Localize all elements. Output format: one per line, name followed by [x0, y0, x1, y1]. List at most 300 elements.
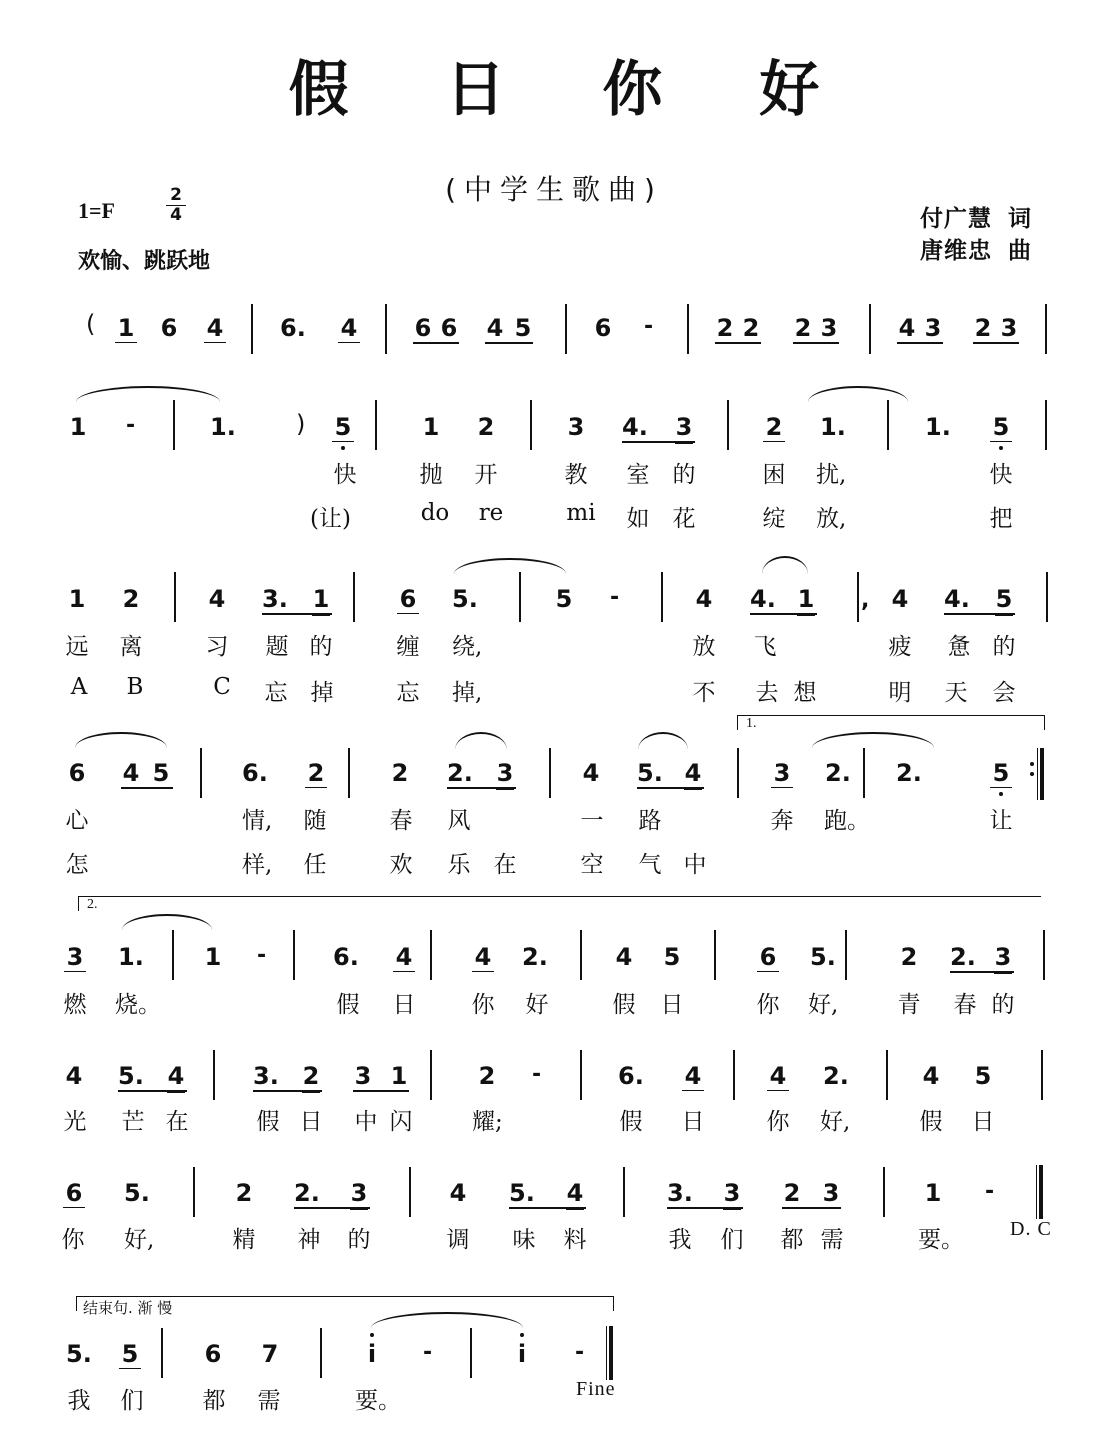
barline — [213, 1050, 215, 1100]
beam — [262, 613, 332, 615]
note: 6 — [414, 314, 432, 342]
barline — [161, 1328, 163, 1378]
lyric: 神 — [297, 1227, 321, 1253]
lyric: 远 — [65, 634, 89, 660]
lyric: 气 — [638, 852, 662, 878]
barline — [320, 1328, 322, 1378]
barline — [430, 930, 432, 980]
barline — [430, 1050, 432, 1100]
note: 4 — [922, 1062, 940, 1090]
time-denominator: 4 — [170, 205, 182, 225]
lyric: 放, — [816, 506, 847, 532]
barline — [173, 400, 175, 450]
lyric: 在 — [165, 1109, 189, 1135]
lyric: 让 — [989, 808, 1013, 834]
barline — [580, 930, 582, 980]
note: 2 — [763, 413, 785, 442]
note: 7 — [261, 1340, 279, 1368]
note: 4 — [767, 1062, 789, 1091]
barline — [519, 572, 521, 622]
lyric: (让) — [310, 506, 351, 532]
note: 3 — [822, 1179, 840, 1207]
barline — [375, 400, 377, 450]
lyric: 春 — [953, 992, 977, 1018]
note: 3 — [721, 1179, 743, 1208]
note: 2. — [825, 759, 851, 787]
note: 3. — [262, 585, 288, 613]
note: 5 — [993, 585, 1015, 614]
note: 5 — [555, 585, 573, 613]
lyric: 离 — [119, 634, 143, 660]
note: 2 — [477, 413, 495, 441]
beam — [667, 1207, 743, 1209]
barline — [623, 1167, 625, 1217]
tie — [808, 386, 908, 402]
barline — [863, 748, 865, 798]
note: 2. — [950, 943, 976, 971]
note: 1 — [310, 585, 332, 614]
lyric: 我 — [67, 1388, 91, 1414]
barline — [733, 1050, 735, 1100]
beam — [353, 1090, 409, 1092]
high-octave-dot — [520, 1333, 524, 1337]
note: 6 — [160, 314, 178, 342]
note: 2 — [300, 1062, 322, 1091]
note: 3 — [673, 413, 695, 442]
barline — [353, 572, 355, 622]
lyric: 好, — [124, 1227, 155, 1253]
note: 4 — [615, 943, 633, 971]
note: 2. — [896, 759, 922, 787]
lyric: 好 — [525, 992, 549, 1018]
lyric: 惫 — [947, 634, 971, 660]
sustain-dash: - — [532, 1062, 542, 1087]
beam — [750, 613, 817, 615]
note: 2 — [122, 585, 140, 613]
lyric: 风 — [447, 808, 471, 834]
lyric: 奔 — [770, 808, 794, 834]
note: 4. — [944, 585, 970, 613]
key-signature: 1=F — [78, 198, 115, 223]
lyric: 日 — [660, 992, 684, 1018]
barline — [857, 572, 859, 622]
lyric: 假 — [336, 992, 360, 1018]
lyric: 日 — [392, 992, 416, 1018]
lyric: 的 — [991, 992, 1015, 1018]
note: 4 — [122, 759, 140, 787]
note: i — [517, 1340, 527, 1368]
lyric: 假 — [612, 992, 636, 1018]
barline — [193, 1167, 195, 1217]
note: 4 — [564, 1179, 586, 1208]
barline — [845, 930, 847, 980]
lyric: 烧。 — [115, 992, 161, 1018]
note: 2. — [823, 1062, 849, 1090]
note: 4 — [695, 585, 713, 613]
note: 3 — [494, 759, 516, 788]
note: 3 — [771, 759, 793, 788]
note: 5. — [118, 1062, 144, 1090]
lyric: 一 — [580, 808, 604, 834]
lyric: B — [126, 674, 144, 700]
note: 2 — [235, 1179, 253, 1207]
tie — [454, 558, 566, 574]
note: 4 — [165, 1062, 187, 1091]
note: 6 — [204, 1340, 222, 1368]
lyric: 闪 — [389, 1109, 413, 1135]
sustain-dash: - — [644, 314, 654, 339]
beam — [509, 1207, 586, 1209]
barline — [727, 400, 729, 450]
lyric: 空 — [580, 852, 604, 878]
lyric: 路 — [638, 808, 662, 834]
lyric: 要。 — [355, 1388, 401, 1414]
lyric: 的 — [347, 1227, 371, 1253]
tie — [371, 1312, 523, 1328]
lyric: 扰, — [816, 462, 847, 488]
note: 3. — [253, 1062, 279, 1090]
lyric: 们 — [120, 1388, 144, 1414]
barline — [549, 748, 551, 798]
note: 6 — [68, 759, 86, 787]
note: 5. — [66, 1340, 92, 1368]
sustain-dash: - — [423, 1340, 433, 1365]
note: 3. — [667, 1179, 693, 1207]
lyric: 教 — [564, 462, 588, 488]
low-octave-dot — [341, 446, 345, 450]
lyric: 快 — [989, 462, 1013, 488]
tie — [122, 914, 212, 930]
barline — [530, 400, 532, 450]
beam — [897, 342, 943, 344]
note: 4 — [449, 1179, 467, 1207]
note: 1 — [68, 585, 86, 613]
note: 5. — [637, 759, 663, 787]
note: 2 — [974, 314, 992, 342]
beam — [637, 787, 704, 789]
lyric: 跑。 — [824, 808, 870, 834]
sustain-dash: - — [610, 585, 620, 610]
note: 4 — [891, 585, 909, 613]
double-barline — [1036, 1165, 1043, 1219]
note: 1 — [69, 413, 87, 441]
barline — [869, 304, 871, 354]
note: 5 — [990, 413, 1012, 442]
note: 3 — [1000, 314, 1018, 342]
lyric: 把 — [989, 506, 1013, 532]
lyric: 燃 — [63, 992, 87, 1018]
lyric: 天 — [944, 680, 968, 706]
barline — [1045, 400, 1047, 450]
note: 6 — [397, 585, 419, 614]
beam — [715, 342, 761, 344]
barline — [1045, 304, 1047, 354]
lyric: 的 — [672, 462, 696, 488]
lyric: 去 — [755, 680, 779, 706]
da-capo-mark: D. C — [1010, 1218, 1052, 1240]
barline — [661, 572, 663, 622]
barline — [251, 304, 253, 354]
lyric: 绕, — [452, 634, 483, 660]
intro-open-paren: ( — [86, 310, 96, 338]
barline — [385, 304, 387, 354]
note: 2 — [305, 759, 327, 788]
intro-close-paren: ) — [296, 410, 306, 438]
beam — [782, 1207, 841, 1209]
lyric: 光 — [63, 1109, 87, 1135]
lyric: 缠 — [396, 634, 420, 660]
lyric: 样, — [242, 852, 273, 878]
lyric: 好, — [808, 992, 839, 1018]
lyricist-name: 付广慧 — [920, 206, 992, 232]
note: 1 — [115, 314, 137, 343]
note: 4. — [622, 413, 648, 441]
time-signature — [166, 186, 186, 225]
barline — [172, 930, 174, 980]
note: 2 — [742, 314, 760, 342]
beam — [950, 971, 1014, 973]
note: 4 — [393, 943, 415, 972]
composer-name: 唐维忠 — [920, 238, 992, 264]
note: 5. — [810, 943, 836, 971]
lyric: 飞 — [753, 634, 777, 660]
lyric: 任 — [303, 852, 327, 878]
note: 1. — [925, 413, 951, 441]
lyric: 你 — [756, 992, 780, 1018]
barline — [200, 748, 202, 798]
note: 5 — [152, 759, 170, 787]
lyric: 疲 — [888, 634, 912, 660]
note: 2 — [391, 759, 409, 787]
tie — [455, 732, 507, 750]
coda-bracket — [76, 1296, 614, 1317]
composer-credit — [920, 232, 1032, 265]
tie — [762, 556, 808, 574]
lyric: 室 — [626, 462, 650, 488]
final-barline — [606, 1326, 613, 1380]
high-octave-dot — [370, 1333, 374, 1337]
beam — [253, 1090, 322, 1092]
lyric: re — [478, 500, 504, 526]
note: 5 — [663, 943, 681, 971]
lyric: 题 — [265, 634, 289, 660]
note: 2 — [900, 943, 918, 971]
beam — [485, 342, 533, 344]
note: 3 — [354, 1062, 372, 1090]
lyric: 味 — [512, 1227, 536, 1253]
tie — [638, 732, 688, 750]
barline — [293, 930, 295, 980]
barline — [409, 1167, 411, 1217]
lyric: 耀; — [472, 1109, 503, 1135]
lyric: 都 — [202, 1388, 226, 1414]
lyric: 习 — [205, 634, 229, 660]
lyric: A — [70, 674, 88, 700]
note: 3 — [567, 413, 585, 441]
barline — [1043, 930, 1045, 980]
note: 5 — [990, 759, 1012, 788]
barline — [737, 748, 739, 798]
note: 1 — [795, 585, 817, 614]
barline — [714, 930, 716, 980]
lyric: 掉 — [310, 680, 334, 706]
lyric: 的 — [992, 634, 1016, 660]
note: 2 — [794, 314, 812, 342]
note: 4 — [204, 314, 226, 343]
note: 1. — [820, 413, 846, 441]
barline — [565, 304, 567, 354]
barline — [348, 748, 350, 798]
lyric: 要。 — [918, 1227, 964, 1253]
lyric: 青 — [897, 992, 921, 1018]
note: 5 — [514, 314, 532, 342]
sustain-dash: - — [575, 1340, 585, 1365]
note: 3 — [992, 943, 1014, 972]
note: 4 — [208, 585, 226, 613]
beam — [622, 441, 695, 443]
composer-role: 曲 — [1008, 238, 1032, 264]
lyric: 料 — [563, 1227, 587, 1253]
note: 5. — [452, 585, 478, 613]
note: 2 — [716, 314, 734, 342]
note: 2. — [522, 943, 548, 971]
barline — [883, 1167, 885, 1217]
sustain-dash: - — [985, 1179, 995, 1204]
lyric: 你 — [766, 1109, 790, 1135]
tie — [812, 732, 934, 748]
note: 2. — [447, 759, 473, 787]
note: 6. — [333, 943, 359, 971]
song-title: 假 日 你 好 — [288, 55, 858, 125]
repeat-dots — [1030, 756, 1035, 782]
note: 4 — [65, 1062, 83, 1090]
lyric: 中 — [354, 1109, 378, 1135]
note: 5. — [124, 1179, 150, 1207]
note: 5. — [509, 1179, 535, 1207]
barline — [886, 1050, 888, 1100]
barline — [174, 572, 176, 622]
lyric: 不 — [692, 680, 716, 706]
lyric: 情, — [242, 808, 273, 834]
barline — [1046, 572, 1048, 622]
note: 3 — [64, 943, 86, 972]
second-ending-bracket — [78, 896, 1041, 911]
slur — [75, 732, 167, 748]
lyric: 你 — [471, 992, 495, 1018]
note: 6. — [618, 1062, 644, 1090]
lyric: 调 — [446, 1227, 470, 1253]
lyric: 精 — [232, 1227, 256, 1253]
note: 1. — [210, 413, 236, 441]
lyric: 欢 — [389, 852, 413, 878]
lyric: 随 — [303, 808, 327, 834]
volta-label: 2. — [87, 897, 98, 912]
note: 1 — [390, 1062, 408, 1090]
note: 2 — [783, 1179, 801, 1207]
breath-mark: , — [861, 588, 870, 613]
note: 1 — [422, 413, 440, 441]
barline — [580, 1050, 582, 1100]
lyric: 快 — [333, 462, 357, 488]
lyric: 会 — [992, 680, 1016, 706]
beam — [294, 1207, 370, 1209]
lyric: 好, — [820, 1109, 851, 1135]
beam — [793, 342, 839, 344]
beam — [121, 787, 173, 789]
end-repeat-barline — [1037, 748, 1044, 800]
note: 4. — [750, 585, 776, 613]
lyricist-role: 词 — [1008, 206, 1032, 232]
note: 3 — [820, 314, 838, 342]
note: 6 — [63, 1179, 85, 1208]
lyric: 怎 — [65, 852, 89, 878]
beam — [447, 787, 516, 789]
first-ending-bracket — [737, 715, 1045, 730]
lyric: 的 — [309, 634, 333, 660]
lyric: 乐 — [447, 852, 471, 878]
note: 1 — [204, 943, 222, 971]
lyric: 抛 — [419, 462, 443, 488]
lyric: 日 — [299, 1109, 323, 1135]
beam — [973, 342, 1019, 344]
note: 4 — [582, 759, 600, 787]
sustain-dash: - — [126, 413, 136, 438]
lyric: 我 — [668, 1227, 692, 1253]
lyric: 忘 — [396, 680, 420, 706]
lyric: 花 — [672, 506, 696, 532]
lyric: 如 — [626, 506, 650, 532]
low-octave-dot — [999, 792, 1003, 796]
beam — [944, 613, 1015, 615]
note: i — [367, 1340, 377, 1368]
lyric: 需 — [257, 1388, 281, 1414]
lyric: 放 — [692, 634, 716, 660]
note: 4 — [682, 759, 704, 788]
lyric: 假 — [619, 1109, 643, 1135]
tie — [76, 386, 220, 402]
barline — [470, 1328, 472, 1378]
note: 5 — [119, 1340, 141, 1369]
note: 4 — [898, 314, 916, 342]
lyric: 困 — [762, 462, 786, 488]
lyric: C — [213, 674, 231, 700]
note: 6 — [757, 943, 779, 972]
lyric: 假 — [256, 1109, 280, 1135]
lyric: 假 — [919, 1109, 943, 1135]
note: 4 — [682, 1062, 704, 1091]
lyric: 在 — [493, 852, 517, 878]
note: 6. — [242, 759, 268, 787]
lyric: 日 — [681, 1109, 705, 1135]
note: 5 — [974, 1062, 992, 1090]
note: 1. — [118, 943, 144, 971]
lyric: 你 — [61, 1227, 85, 1253]
barline — [687, 304, 689, 354]
volta-label: 1. — [746, 716, 757, 731]
note: 4 — [472, 943, 494, 972]
lyric: mi — [566, 500, 596, 526]
note: 4 — [486, 314, 504, 342]
lyric: 明 — [888, 680, 912, 706]
lyric: 日 — [971, 1109, 995, 1135]
coda-label: 结束句. 渐 慢 — [83, 1299, 173, 1317]
song-subtitle: (中学生歌曲) — [445, 173, 663, 206]
lyric: 开 — [474, 462, 498, 488]
beam — [413, 342, 459, 344]
lyric: 需 — [820, 1227, 844, 1253]
note: 6. — [280, 314, 306, 342]
note: 3 — [924, 314, 942, 342]
